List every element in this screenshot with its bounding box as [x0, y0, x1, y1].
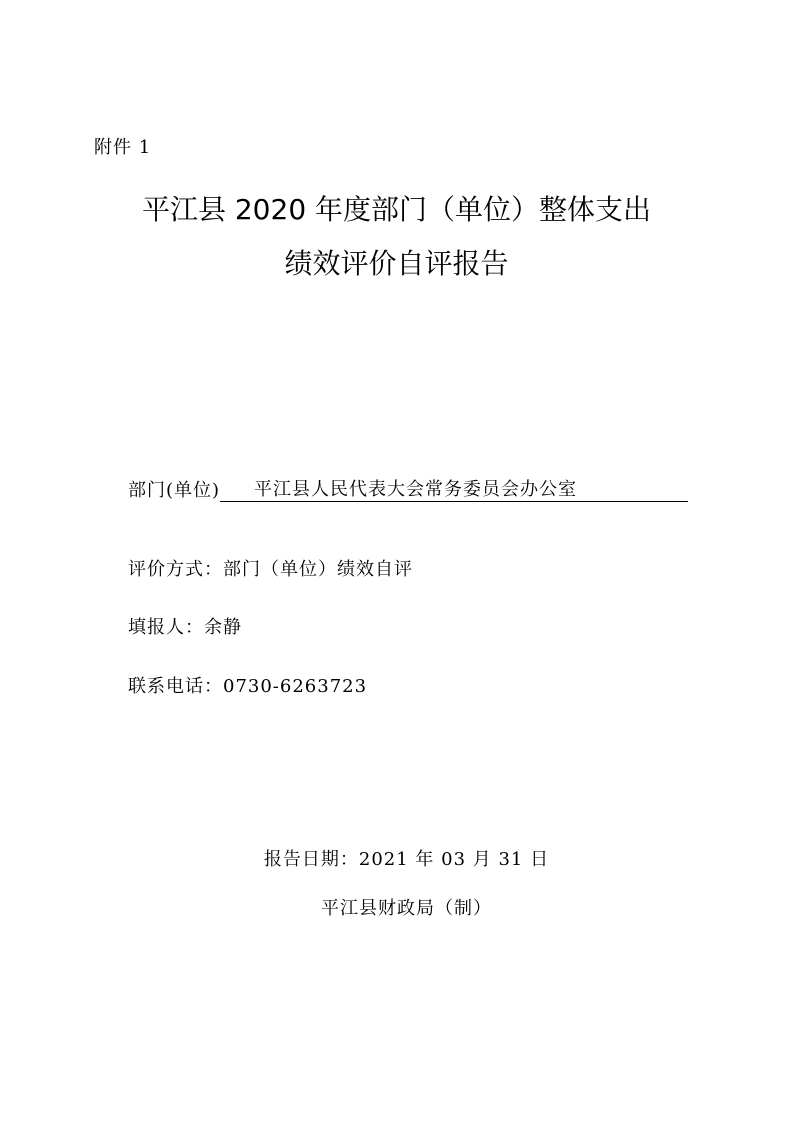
phone-label: 联系电话：	[128, 676, 223, 697]
phone-row	[128, 672, 367, 698]
filler-label: 填报人：	[128, 617, 204, 638]
filler-value: 余静	[204, 617, 242, 638]
phone-value: 0730-6263723	[223, 676, 368, 697]
department-row	[128, 476, 688, 502]
report-title-line-2: 绩效评价自评报告	[284, 247, 509, 280]
evaluation-method-label: 评价方式：	[128, 559, 223, 580]
report-date-label: 报告日期：	[263, 849, 359, 870]
issuer: 平江县财政局（制）	[321, 898, 492, 919]
attachment-label: 附件 1	[94, 137, 152, 158]
department-value: 平江县人民代表大会常务委员会办公室	[220, 479, 688, 502]
evaluation-method-row	[128, 555, 413, 581]
evaluation-method-value: 部门（单位）绩效自评	[223, 559, 413, 580]
department-label: 部门(单位)	[128, 480, 221, 501]
report-title-line-1: 平江县 2020 年度部门（单位）整体支出	[141, 193, 652, 226]
report-date-value: 2021 年 03 月 31 日	[358, 849, 550, 870]
report-date-row	[0, 845, 793, 871]
filler-row	[128, 613, 242, 639]
